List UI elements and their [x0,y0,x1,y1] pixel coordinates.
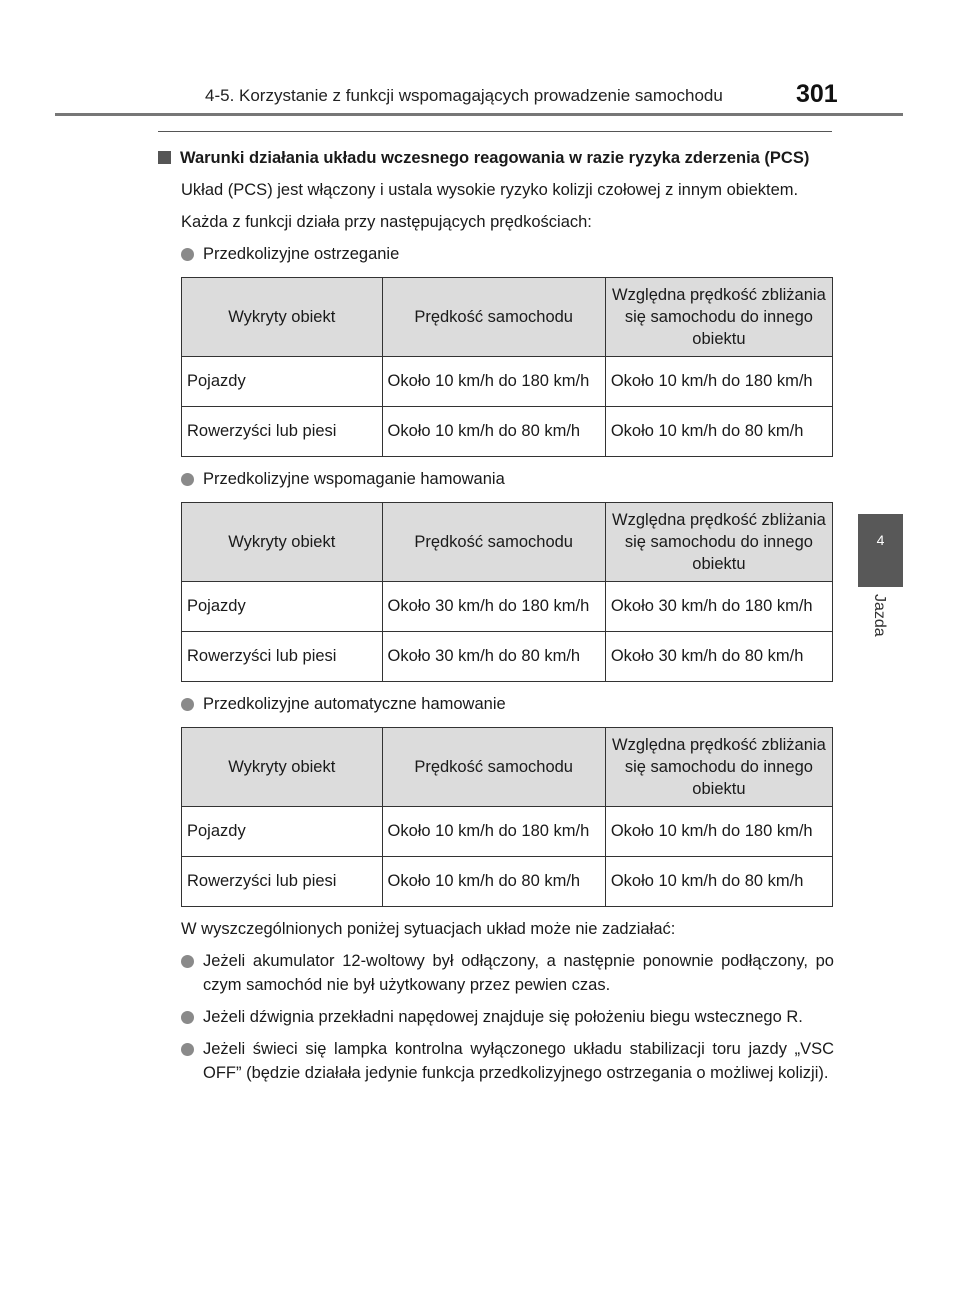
table-cell: Rowerzyści lub piesi [182,407,383,457]
header-cell: Wykryty obiekt [182,503,383,582]
table-cell: Rowerzyści lub piesi [182,632,383,682]
table-cell: Około 30 km/h do 80 km/h [605,632,832,682]
speed-table [181,727,833,907]
table-row [182,407,833,457]
table-cell: Około 30 km/h do 180 km/h [605,582,832,632]
section-heading-text: Warunki działania układu wczesnego reagowania w razie ryzyka zderzenia (PCS) [180,149,810,167]
round-bullet-icon [181,248,194,261]
list-item: Jeżeli akumulator 12-woltowy był odłączony, a następnie ponownie podłączony, po czym samochód nie był użytkowany przez pewien czas. [181,949,834,997]
table-cell: Pojazdy [182,807,383,857]
speed-table [181,502,833,682]
table-row [182,632,833,682]
table-cell: Rowerzyści lub piesi [182,857,383,907]
speed-table [181,277,833,457]
table-cell: Około 10 km/h do 180 km/h [382,357,605,407]
table-title: Przedkolizyjne automatyczne hamowanie [181,692,834,716]
list-item: Jeżeli dźwignia przekładni napędowej znajduje się położeniu biegu wstecznego R. [181,1005,834,1029]
header-cell: Względna prędkość zbliżania się samochodu do innego obiektu [605,278,832,357]
paragraph: Każda z funkcji działa przy następujących prędkościach: [181,213,592,231]
header-cell: Wykryty obiekt [182,278,383,357]
table-row [182,357,833,407]
page-content [158,146,834,1085]
round-bullet-icon [181,698,194,711]
page-number: 301 [796,80,838,108]
section-rule [158,131,832,132]
chapter-number: 4 [876,532,885,548]
table-cell: Około 30 km/h do 80 km/h [382,632,605,682]
table-header-row [182,728,833,807]
table-cell: Pojazdy [182,357,383,407]
table-cell: Około 10 km/h do 80 km/h [382,407,605,457]
table-cell: Około 10 km/h do 80 km/h [605,407,832,457]
chapter-label: Jazda [871,594,888,637]
table-cell: Około 10 km/h do 80 km/h [382,857,605,907]
chapter-tab [858,514,903,587]
table-title: Przedkolizyjne ostrzeganie [181,242,834,266]
round-bullet-icon [181,955,194,968]
header-cell: Prędkość samochodu [382,503,605,582]
table-header-row [182,278,833,357]
table-cell: Około 30 km/h do 180 km/h [382,582,605,632]
table-cell: Około 10 km/h do 180 km/h [605,807,832,857]
table-cell: Około 10 km/h do 80 km/h [605,857,832,907]
header-cell: Wykryty obiekt [182,728,383,807]
header-cell: Prędkość samochodu [382,728,605,807]
header-rule [55,113,903,116]
round-bullet-icon [181,1043,194,1056]
table-row [182,857,833,907]
table-cell: Około 10 km/h do 180 km/h [382,807,605,857]
header-cell: Prędkość samochodu [382,278,605,357]
round-bullet-icon [181,1011,194,1024]
table-title: Przedkolizyjne wspomaganie hamowania [181,467,834,491]
header-cell: Względna prędkość zbliżania się samochodu do innego obiektu [605,728,832,807]
exceptions-intro: W wyszczególnionych poniżej sytuacjach układ może nie zadziałać: [181,920,676,938]
table-header-row [182,503,833,582]
table-cell: Pojazdy [182,582,383,632]
square-bullet-icon [158,151,171,164]
header-section-title: 4-5. Korzystanie z funkcji wspomagających prowadzenie samochodu [205,86,723,105]
table-row [182,582,833,632]
paragraph: Układ (PCS) jest włączony i ustala wysokie ryzyko kolizji czołowej z innym obiektem. [181,181,799,199]
table-row [182,807,833,857]
round-bullet-icon [181,473,194,486]
list-item: Jeżeli świeci się lampka kontrolna wyłączonego układu stabilizacji toru jazdy „VSC OFF” (będzie działała jedynie funkcja przedkolizyjnego ostrzegania o możliwej kolizji). [181,1037,834,1085]
header-cell: Względna prędkość zbliżania się samochodu do innego obiektu [605,503,832,582]
section-heading [158,146,834,170]
table-cell: Około 10 km/h do 180 km/h [605,357,832,407]
